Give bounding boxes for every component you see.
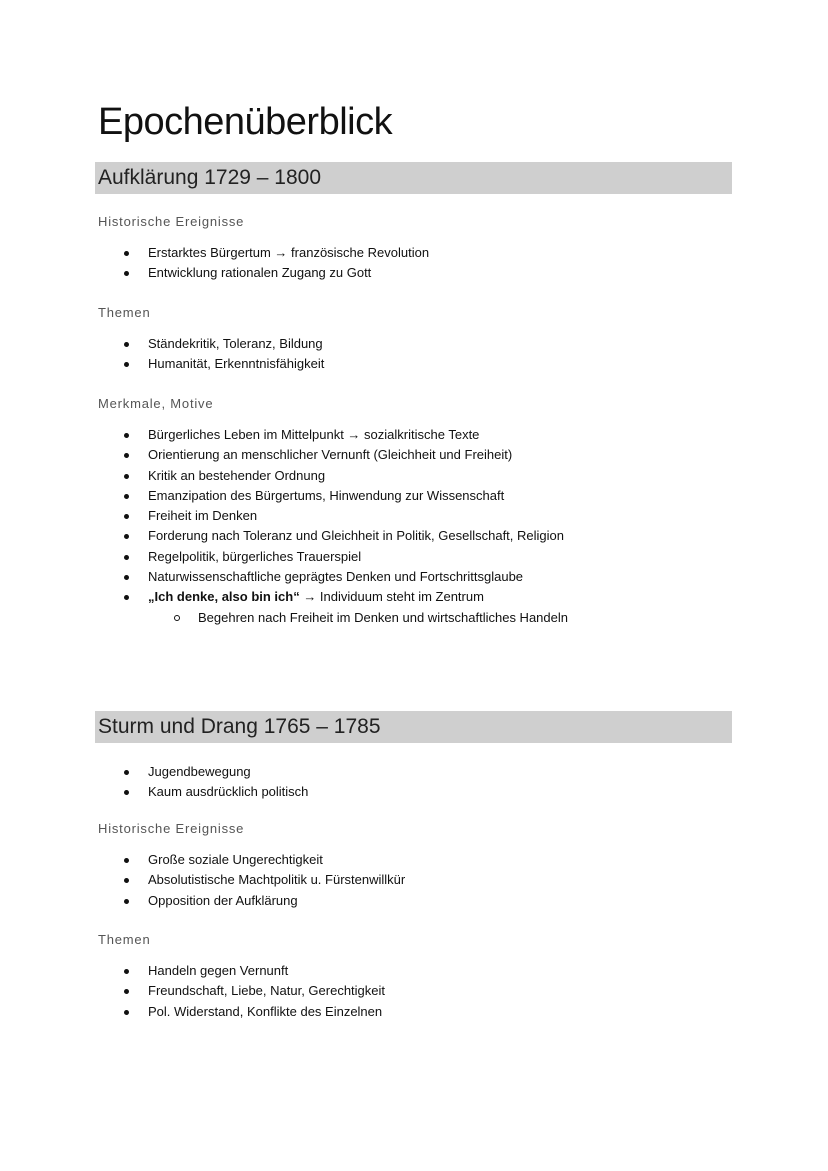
list-item: Freundschaft, Liebe, Natur, Gerechtigkeit — [120, 981, 385, 1001]
list-item: Erstarktes Bürgertum → französische Revolution — [120, 243, 429, 263]
list-item: Absolutistische Machtpolitik u. Fürstenwillkür — [120, 870, 405, 890]
list-item: Jugendbewegung — [120, 762, 308, 782]
list-item: Große soziale Ungerechtigkeit — [120, 850, 405, 870]
subheading-historische-ereignisse-2: Historische Ereignisse — [98, 821, 245, 836]
list-item: Pol. Widerstand, Konflikte des Einzelnen — [120, 1002, 385, 1022]
subheading-themen-2: Themen — [98, 932, 151, 947]
page-title: Epochenüberblick — [98, 101, 393, 143]
bullet-list-themen-2 — [120, 961, 385, 1022]
bullet-list-intro — [120, 762, 308, 803]
sub-list-item: Begehren nach Freiheit im Denken und wirtschaftliches Handeln — [120, 608, 568, 628]
list-item: Humanität, Erkenntnisfähigkeit — [120, 354, 324, 374]
list-item: Forderung nach Toleranz und Gleichheit in Politik, Gesellschaft, Religion — [120, 526, 568, 546]
section-heading-sturm-und-drang: Sturm und Drang 1765 – 1785 — [95, 711, 732, 743]
section-heading-aufklaerung: Aufklärung 1729 – 1800 — [95, 162, 732, 194]
list-item: Regelpolitik, bürgerliches Trauerspiel — [120, 547, 568, 567]
list-item: Handeln gegen Vernunft — [120, 961, 385, 981]
quote-text: „Ich denke, also bin ich“ — [148, 589, 300, 605]
list-item: Entwicklung rationalen Zugang zu Gott — [120, 263, 429, 283]
quote-rest: → Individuum steht im Zentrum — [299, 589, 484, 605]
bullet-list-merkmale-motive — [120, 425, 568, 628]
subheading-themen: Themen — [98, 305, 151, 320]
bullet-list-themen — [120, 334, 324, 375]
list-item-quote — [120, 587, 568, 607]
list-item: Freiheit im Denken — [120, 506, 568, 526]
list-item: Kaum ausdrücklich politisch — [120, 782, 308, 802]
list-item: Opposition der Aufklärung — [120, 891, 405, 911]
subheading-merkmale-motive: Merkmale, Motive — [98, 396, 214, 411]
list-item: Bürgerliches Leben im Mittelpunkt → sozialkritische Texte — [120, 425, 568, 445]
bullet-list-historische-ereignisse — [120, 243, 429, 284]
list-item: Emanzipation des Bürgertums, Hinwendung zur Wissenschaft — [120, 486, 568, 506]
subheading-historische-ereignisse: Historische Ereignisse — [98, 214, 245, 229]
list-item: Orientierung an menschlicher Vernunft (Gleichheit und Freiheit) — [120, 445, 568, 465]
bullet-list-historische-ereignisse-2 — [120, 850, 405, 911]
list-item: Naturwissenschaftliche geprägtes Denken und Fortschrittsglaube — [120, 567, 568, 587]
list-item: Ständekritik, Toleranz, Bildung — [120, 334, 324, 354]
list-item: Kritik an bestehender Ordnung — [120, 466, 568, 486]
